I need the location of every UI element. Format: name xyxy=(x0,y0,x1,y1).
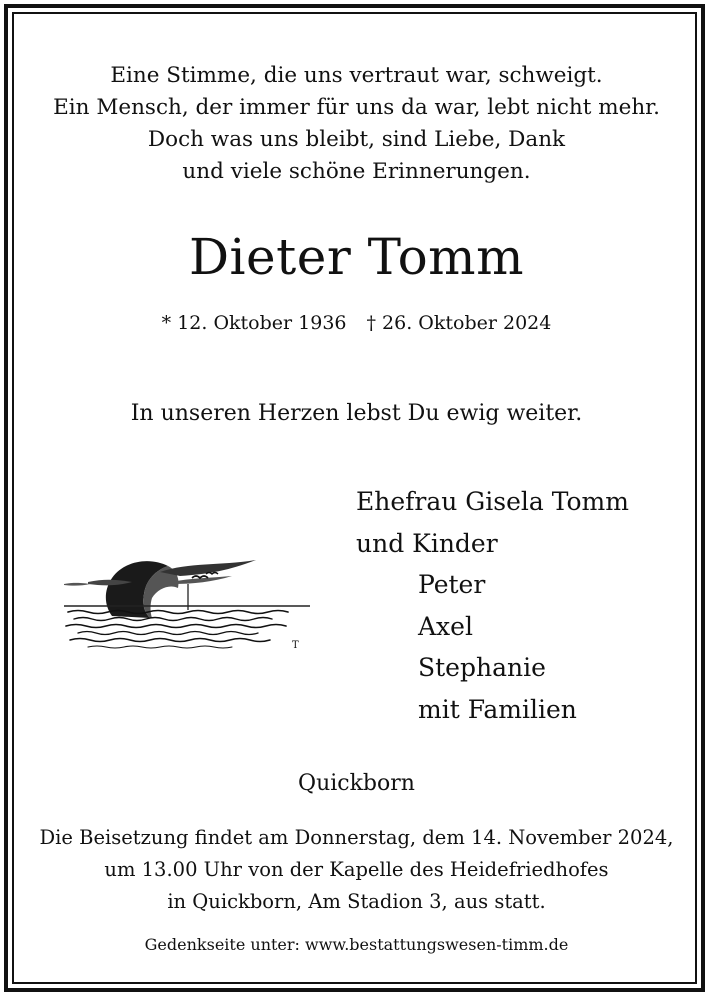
poem xyxy=(0,60,713,188)
motto: In unseren Herzen lebst Du ewig weiter. xyxy=(130,401,583,426)
poem-line: Ein Mensch, der immer für uns da war, lebt nicht mehr. xyxy=(53,95,660,120)
poem-line: Eine Stimme, die uns vertraut war, schweigt. xyxy=(110,63,603,88)
death-date: † 26. Oktober 2024 xyxy=(366,312,552,334)
memorial-website: Gedenkseite unter: www.bestattungswesen-timm.de xyxy=(144,935,569,954)
funeral-line: um 13.00 Uhr von der Kapelle des Heidefriedhofes xyxy=(104,858,609,881)
funeral-notice xyxy=(0,822,713,918)
mourner-line: Ehefrau Gisela Tomm xyxy=(356,487,629,516)
deceased-name: Dieter Tomm xyxy=(188,228,525,286)
child-name: Axel xyxy=(418,611,473,641)
life-dates xyxy=(0,308,713,338)
funeral-line: in Quickborn, Am Stadion 3, aus statt. xyxy=(167,890,546,913)
funeral-line: Die Beisetzung findet am Donnerstag, dem 14. November 2024, xyxy=(39,826,674,849)
mourner-line: und Kinder xyxy=(356,528,498,558)
poem-line: Doch was uns bleibt, sind Liebe, Dank xyxy=(147,127,566,152)
place-name: Quickborn xyxy=(298,771,415,796)
mourners-list xyxy=(356,481,696,730)
bird-shape xyxy=(192,576,208,578)
sunset-sea-drawing xyxy=(60,548,322,656)
bird-shape xyxy=(206,573,218,575)
sea-waves xyxy=(66,611,288,649)
poem-line: und viele schöne Erinnerungen. xyxy=(182,159,531,184)
birth-date: * 12. Oktober 1936 xyxy=(161,312,347,334)
family-line: mit Familien xyxy=(418,694,577,724)
cloud-shape xyxy=(64,583,90,586)
child-name: Stephanie xyxy=(418,653,546,682)
cloud-shape xyxy=(160,560,256,576)
child-name: Peter xyxy=(418,570,486,599)
artist-signature: T xyxy=(292,640,299,651)
